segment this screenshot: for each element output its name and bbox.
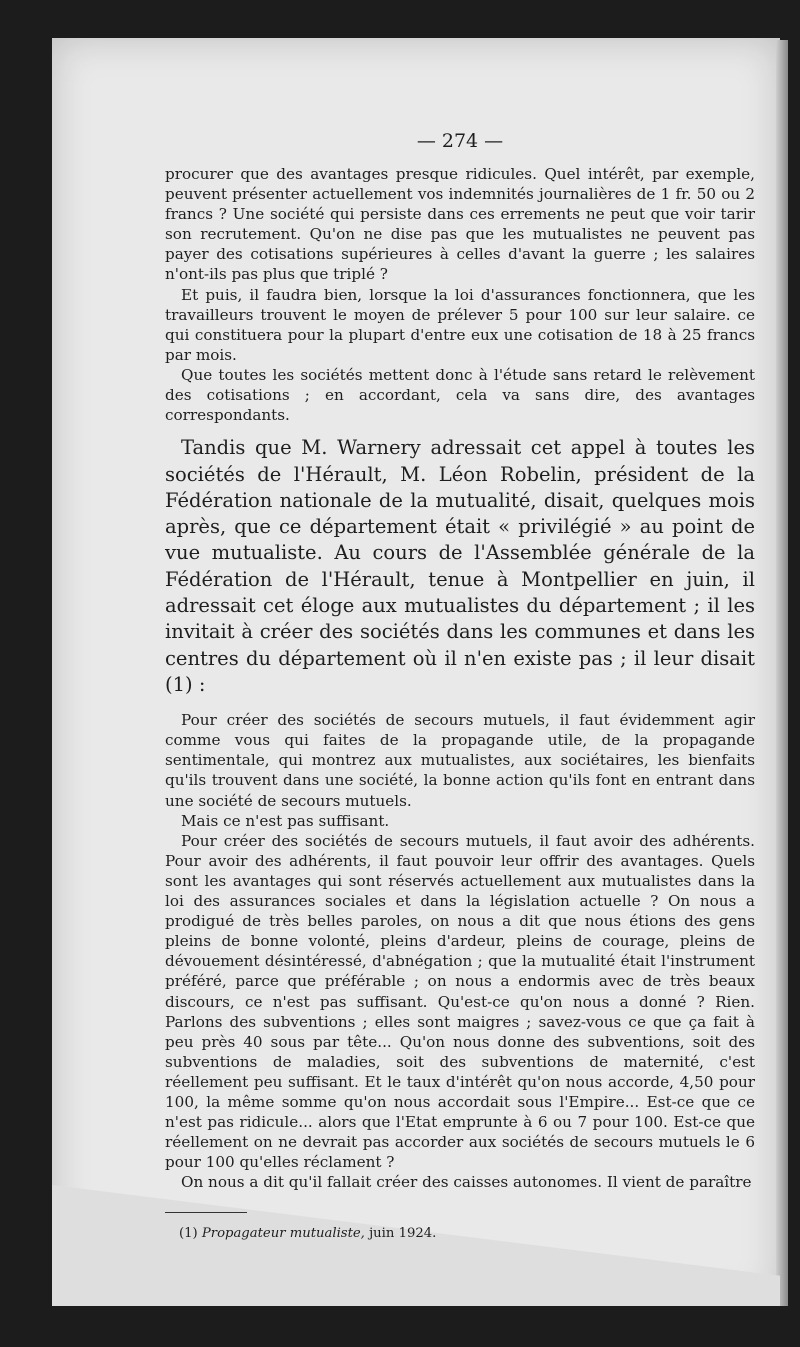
quote-paragraph: Pour créer des sociétés de secours mutuels, il faut avoir des adhérents. Pour avoir des adhérents, il faut pouvoir leur offrir des avantages. Quels sont les avantages qui sont réservés actuellement aux mutualistes dans la loi des assurances sociales et dans la législation actuelle ? On nous a prodigué de très belles paroles, on nous a dit que nous étions des gens pleins de bonne volonté, pleins d'ardeur, pleins de courage, pleins de dévouement désintéressé, d'abnégation ; que la mutualité était l'instrument préféré, parce que préférable ; on nous a endormis avec de très beaux discours, ce n'est pas suffisant. Qu'est-ce qu'on nous a donné ? Rien. Parlons des subventions ; elles sont maigres ; savez-vous ce que ça fait à peu près 40 sous par tête... Qu'on nous donne des subventions, soit des subventions de maladies, soit des subventions de maternité, c'est réellement peu suffisant. Et le taux d'intérêt qu'on nous accorde, 4,50 pour 100, la même somme qu'on nous accordait sous l'Empire... Est-ce que ce n'est pas ridicule... alors que l'Etat emprunte à 6 ou 7 pour 100. Est-ce que réellement on ne devrait pas accorder aux sociétés de secours mutuels le 6 pour 100 qu'elles réclament ? xyxy=(165,831,755,1172)
quote-paragraph: Pour créer des sociétés de secours mutuels, il faut évidemment agir comme vous qui faites de la propagande utile, de la propagande sentimentale, qui montrez aux mutualistes, aux sociétaires, les bienfaits qu'ils trouvent dans une société, la bonne action qu'ils font en entrant dans une société de secours mutuels. xyxy=(165,711,755,810)
paragraph: Et puis, il faudra bien, lorsque la loi d'assurances fonctionnera, que les travailleurs trouvent le moyen de prélever 5 pour 100 sur leur salaire. ce qui constituera pour la plupart d'entre eux une cotisation de 18 à 25 francs par mois. xyxy=(165,285,755,364)
main-paragraph: Tandis que M. Warnery adressait cet appel à toutes les sociétés de l'Hérault, M. Léon Robelin, président de la Fédération nationale de la mutualité, disait, quelques mois après, que ce département était « privilégié » au point de vue mutualiste. Au cours de l'Assemblée générale de la Fédération de l'Hérault, tenue à Montpellier en juin, il adressait cet éloge aux mutualistes du département ; il les invitait à créer des sociétés dans les communes et dans les centres du département où il n'en existe pas ; il leur disait (1) : xyxy=(165,436,755,696)
quote-paragraph: Mais ce n'est pas suffisant. xyxy=(181,811,390,830)
page-content xyxy=(165,130,755,1242)
footnote-date: juin 1924. xyxy=(369,1226,437,1242)
paragraph: Que toutes les sociétés mettent donc à l'étude sans retard le relèvement des cotisations ; en accordant, cela va sans dire, des avantages correspondants. xyxy=(165,365,755,425)
footnote-rule xyxy=(165,1212,247,1213)
quote-paragraph: On nous a dit qu'il fallait créer des caisses autonomes. Il vient de paraître xyxy=(181,1173,752,1192)
page-number: — 274 — xyxy=(416,130,504,152)
page-edge xyxy=(776,40,788,1306)
footnote-marker: (1) xyxy=(179,1226,198,1242)
paragraph: procurer que des avantages presque ridicules. Quel intérêt, par exemple, peuvent présenter actuellement vos indemnités journalières de 1 fr. 50 ou 2 francs ? Une société qui persiste dans ces errements ne peut que voir tarir son recrutement. Qu'on ne dise pas que les mutualistes ne peuvent pas payer des cotisations supérieures à celles d'avant la guerre ; les salaires n'ont-ils pas plus que triplé ? xyxy=(165,165,755,284)
footnote xyxy=(179,1225,755,1242)
footnote-source: Propagateur mutualiste, xyxy=(201,1226,365,1242)
